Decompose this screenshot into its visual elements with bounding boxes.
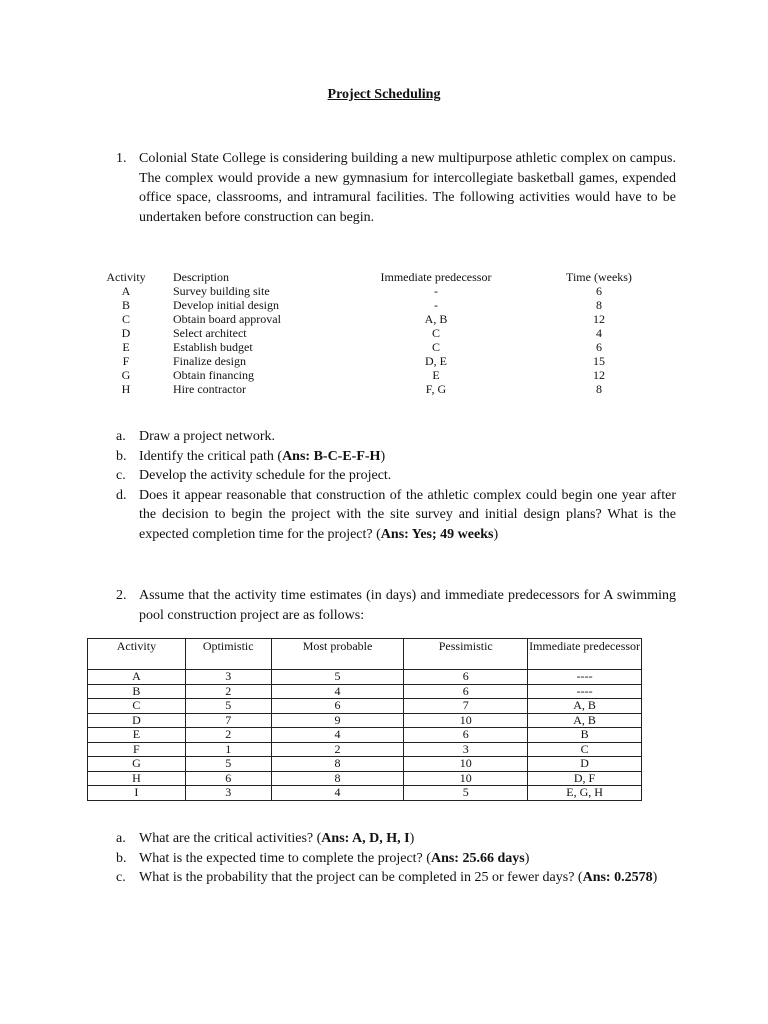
subquestion-letter: a.	[116, 831, 126, 846]
subquestion	[116, 466, 676, 486]
answer: Ans: 25.66 days	[430, 850, 525, 866]
header-activity: Activity	[106, 270, 146, 284]
cell-optimistic: 2	[185, 684, 271, 699]
cell-predecessor: C	[528, 742, 642, 757]
cell-pessimistic: 6	[404, 684, 528, 699]
subquestion-body: What is the expected time to complete the project?	[139, 850, 427, 866]
cell-pessimistic: 6	[404, 728, 528, 743]
question-2-subquestions	[116, 829, 676, 888]
cell-predecessor: F, G	[425, 382, 447, 396]
subquestion	[116, 849, 676, 869]
cell-optimistic: 3	[185, 786, 271, 801]
answer-close-paren: )	[652, 870, 658, 885]
table-row	[88, 713, 642, 728]
cell-predecessor: C	[431, 340, 440, 354]
cell-activity: H	[121, 382, 131, 396]
answer-close-paren: )	[380, 448, 386, 464]
cell-predecessor: D, F	[528, 771, 642, 786]
cell-optimistic: 5	[185, 699, 271, 714]
subquestion-body: Does it appear reasonable that construction of the athletic complex could begin one year after the decision to begin the project with the site survey and initial design plans? What is the expected completion time for the project?	[139, 487, 676, 542]
cell-activity: D	[88, 713, 186, 728]
table-header-row	[88, 639, 642, 670]
answer-open-paren: (	[376, 526, 381, 542]
subquestion-body: What is the probability that the project can be completed in 25 or fewer days?	[139, 870, 578, 885]
question-2	[116, 586, 676, 625]
table-row	[82, 326, 682, 340]
cell-description: Develop initial design	[173, 298, 279, 312]
answer: Ans: Yes; 49 weeks	[380, 526, 494, 542]
cell-time: 8	[596, 382, 602, 396]
cell-predecessor: A, B	[424, 312, 448, 326]
cell-description: Establish budget	[173, 340, 253, 354]
cell-time: 12	[593, 312, 605, 326]
subquestion-text	[139, 466, 676, 486]
cell-optimistic: 1	[185, 742, 271, 757]
subquestion	[116, 486, 676, 545]
cell-most-probable: 8	[271, 757, 404, 772]
cell-most-probable: 9	[271, 713, 404, 728]
cell-optimistic: 2	[185, 728, 271, 743]
subquestion	[116, 829, 676, 849]
cell-predecessor: E, G, H	[528, 786, 642, 801]
table-row	[88, 670, 642, 685]
subquestion-body: Identify the critical path	[139, 448, 278, 464]
cell-most-probable: 4	[271, 786, 404, 801]
cell-activity: A	[121, 284, 131, 298]
subquestion	[116, 447, 676, 467]
subquestion-letter: b.	[116, 448, 127, 464]
table-row	[82, 312, 682, 326]
table-header-row	[82, 270, 682, 284]
table-row	[88, 684, 642, 699]
table-row	[82, 298, 682, 312]
cell-activity: B	[88, 684, 186, 699]
subquestion-letter: d.	[116, 487, 127, 503]
question-1-subquestions	[116, 427, 676, 544]
cell-time: 4	[596, 326, 602, 340]
header-time: Time (weeks)	[566, 270, 632, 284]
cell-activity: E	[122, 340, 130, 354]
cell-most-probable: 6	[271, 699, 404, 714]
question-text: Assume that the activity time estimates (in days) and immediate predecessors for A swimming pool construction project are as follows:	[139, 588, 676, 623]
table-row	[82, 354, 682, 368]
cell-activity: F	[88, 742, 186, 757]
cell-time: 8	[596, 298, 602, 312]
subquestion-letter: c.	[116, 870, 126, 885]
cell-activity: E	[88, 728, 186, 743]
table-row	[88, 699, 642, 714]
subquestion	[116, 868, 676, 888]
cell-pessimistic: 10	[404, 713, 528, 728]
cell-predecessor: ----	[528, 670, 642, 685]
answer-close-paren: )	[409, 831, 415, 846]
table-row	[88, 771, 642, 786]
table-row	[82, 284, 682, 298]
cell-activity: H	[88, 771, 186, 786]
subquestion-text	[139, 829, 676, 849]
cell-predecessor: -	[434, 298, 438, 312]
answer-open-paren: (	[316, 831, 322, 846]
cell-optimistic: 5	[185, 757, 271, 772]
cell-description: Hire contractor	[173, 382, 246, 396]
answer-close-paren: )	[493, 526, 499, 542]
cell-time: 12	[593, 368, 605, 382]
cell-description: Survey building site	[173, 284, 270, 298]
cell-description: Obtain financing	[173, 368, 254, 382]
cell-activity: B	[121, 298, 130, 312]
cell-most-probable: 4	[271, 684, 404, 699]
answer-close-paren: )	[524, 850, 530, 866]
cell-activity: F	[122, 354, 130, 368]
header-most-probable: Most probable	[271, 639, 404, 670]
subquestion	[116, 427, 676, 447]
subquestion-body: What are the critical activities?	[139, 831, 317, 846]
cell-predecessor: -	[434, 284, 438, 298]
cell-time: 6	[596, 340, 602, 354]
cell-activity: I	[88, 786, 186, 801]
cell-optimistic: 7	[185, 713, 271, 728]
subquestion-text	[139, 427, 676, 447]
cell-pessimistic: 3	[404, 742, 528, 757]
subquestion-letter: a.	[116, 429, 126, 444]
subquestion-text	[139, 868, 676, 888]
table-row	[88, 728, 642, 743]
table-row	[88, 786, 642, 801]
cell-activity: C	[88, 699, 186, 714]
answer-open-paren: (	[277, 448, 283, 464]
cell-pessimistic: 6	[404, 670, 528, 685]
cell-activity: G	[88, 757, 186, 772]
cell-activity: G	[121, 368, 131, 382]
subquestion-text	[139, 447, 676, 467]
header-optimistic: Optimistic	[185, 639, 271, 670]
activity-table-2	[87, 638, 642, 801]
subquestion-body: Develop the activity schedule for the project.	[139, 468, 392, 483]
cell-most-probable: 4	[271, 728, 404, 743]
answer: Ans: A, D, H, I	[321, 831, 410, 846]
question-number: 2.	[116, 588, 127, 603]
table-row	[82, 382, 682, 396]
header-pessimistic: Pessimistic	[404, 639, 528, 670]
table-row	[88, 742, 642, 757]
table-body	[82, 284, 682, 396]
header-activity: Activity	[88, 639, 186, 670]
cell-time: 15	[593, 354, 605, 368]
cell-pessimistic: 7	[404, 699, 528, 714]
answer-open-paren: (	[577, 870, 583, 885]
cell-most-probable: 8	[271, 771, 404, 786]
cell-predecessor: D	[528, 757, 642, 772]
answer: Ans: 0.2578	[582, 870, 653, 885]
cell-description: Select architect	[173, 326, 247, 340]
subquestion-text	[139, 486, 676, 545]
cell-pessimistic: 10	[404, 757, 528, 772]
subquestion-letter: c.	[116, 468, 126, 483]
header-predecessor: Immediate predecessor	[380, 270, 492, 284]
cell-predecessor: B	[528, 728, 642, 743]
header-predecessor: Immediate predecessor	[528, 639, 642, 670]
page-title: Project Scheduling	[327, 87, 441, 102]
cell-activity: D	[121, 326, 131, 340]
subquestion-body: Draw a project network.	[139, 429, 276, 444]
cell-pessimistic: 5	[404, 786, 528, 801]
subquestion-letter: b.	[116, 850, 127, 866]
cell-predecessor: D, E	[425, 354, 447, 368]
answer: Ans: B-C-E-F-H	[282, 448, 381, 464]
cell-predecessor: A, B	[528, 699, 642, 714]
question-number: 1.	[116, 151, 127, 166]
header-description: Description	[173, 270, 229, 284]
cell-predecessor: A, B	[528, 713, 642, 728]
cell-optimistic: 3	[185, 670, 271, 685]
cell-predecessor: C	[431, 326, 440, 340]
table-row	[82, 368, 682, 382]
cell-most-probable: 5	[271, 670, 404, 685]
subquestion-text	[139, 849, 676, 869]
cell-most-probable: 2	[271, 742, 404, 757]
cell-description: Obtain board approval	[173, 312, 281, 326]
activity-table-1	[82, 270, 682, 396]
cell-predecessor: E	[432, 368, 440, 382]
cell-activity: C	[121, 312, 130, 326]
cell-time: 6	[596, 284, 602, 298]
question-text: Colonial State College is considering building a new multipurpose athletic complex on campus. The complex would provide a new gymnasium for intercollegiate basketball games, expended office space, classrooms, and intramural facilities. The following activities would have to be undertaken before construction can begin.	[139, 151, 676, 225]
question-1	[116, 149, 676, 227]
cell-activity: A	[88, 670, 186, 685]
table-row	[88, 757, 642, 772]
cell-description: Finalize design	[173, 354, 246, 368]
cell-predecessor: ----	[528, 684, 642, 699]
answer-open-paren: (	[426, 850, 431, 866]
cell-optimistic: 6	[185, 771, 271, 786]
table-row	[82, 340, 682, 354]
cell-pessimistic: 10	[404, 771, 528, 786]
